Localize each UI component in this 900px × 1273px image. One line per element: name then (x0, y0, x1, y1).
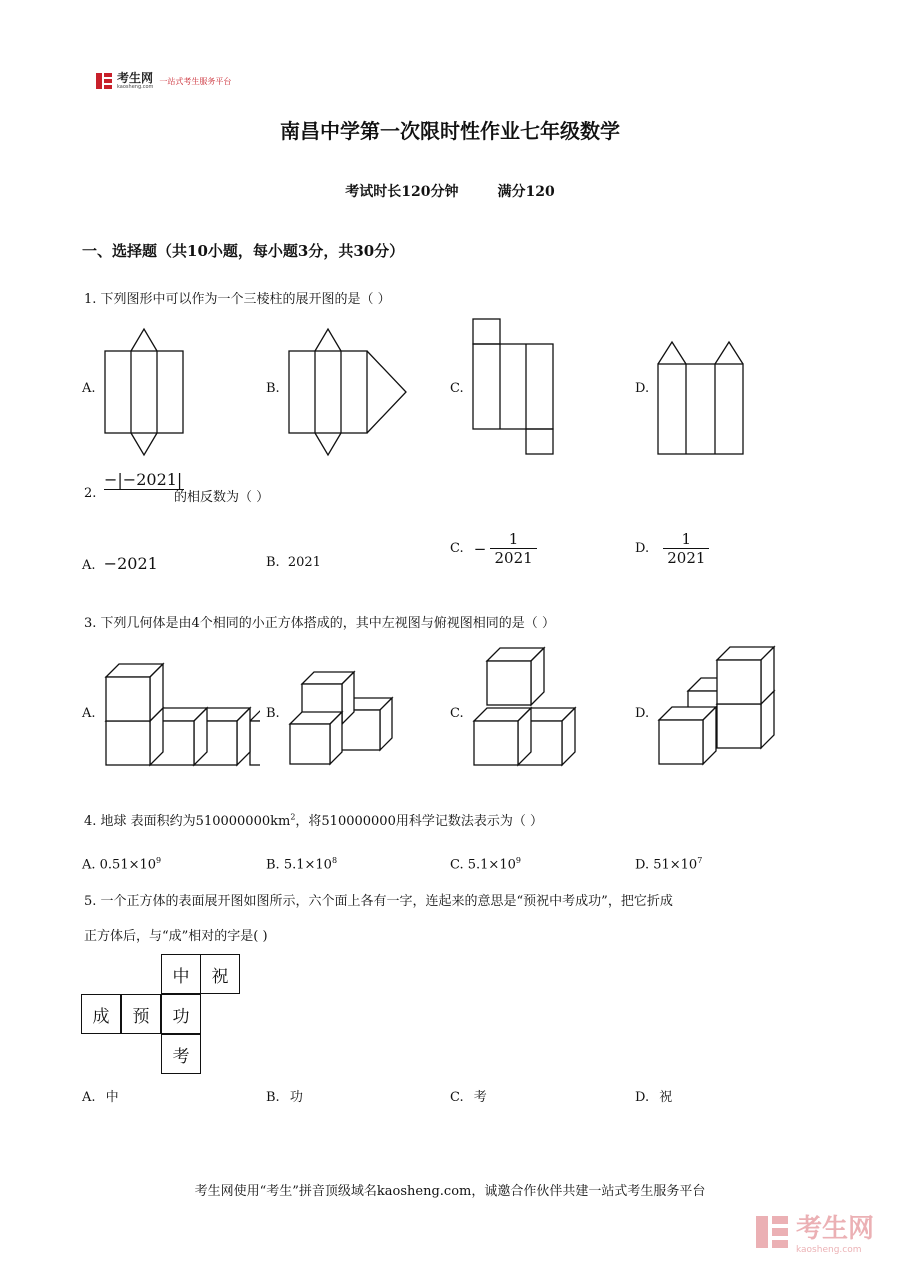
q3-figure-b (285, 652, 400, 770)
q3-option-a-label: A. (82, 706, 96, 721)
q5-option-c (450, 1086, 487, 1105)
watermark-name: 考生网 (795, 1214, 874, 1244)
question-4-stem-pre: 4. 地球 表面积约为510000000km (84, 814, 291, 829)
net-cell-yu: 预 (121, 994, 161, 1034)
logo-slogan: 一站式考生服务平台 (159, 76, 232, 86)
question-5-stem-line1: 5. 一个正方体的表面展开图如图所示，六个面上各有一字，连起来的意思是“预祝中考成功”，把它折成 (84, 894, 673, 909)
q2-option-d (635, 530, 709, 567)
q2-option-c-fraction (490, 530, 536, 567)
q2-option-a-value: −2021 (103, 554, 158, 573)
q1-option-b-label: B. (266, 381, 280, 396)
footer-text: 考生网使用“考生”拼音顶级域名kaosheng.com，诚邀合作伙伴共建一站式考生服务平台 (194, 1184, 706, 1199)
q1-option-a-label: A. (82, 381, 96, 396)
net-cell-gong: 功 (161, 994, 201, 1034)
q4-option-a-text: A. 0.51×10 (82, 857, 157, 873)
question-4-stem (84, 810, 543, 829)
q3-figure-a (100, 655, 260, 770)
q4-option-d-exp: 7 (697, 856, 703, 865)
q5-option-d (635, 1086, 672, 1105)
q4-option-c (450, 856, 521, 872)
question-4-stem-sup: 2 (290, 812, 296, 822)
q3-figure-d (653, 638, 783, 770)
cube (717, 647, 774, 704)
q1-figure-d (654, 338, 748, 458)
q1-figure-c (470, 316, 560, 458)
cube (474, 708, 531, 765)
question-3-stem: 3. 下列几何体是由4个相同的小正方体搭成的，其中左视图与俯视图相同的是（ ） (84, 616, 555, 631)
q5-option-d-label: D. (635, 1090, 650, 1105)
q1-figure-a (100, 325, 190, 460)
q5-option-b (266, 1086, 303, 1105)
q2-option-c-numerator: 1 (508, 530, 519, 548)
question-2-expression: −|−2021| (104, 470, 183, 489)
question-4-stem-post: ，将510000000用科学记数法表示为（ ） (295, 814, 543, 829)
q3-option-c-label: C. (450, 706, 464, 721)
q5-option-b-value: 功 (289, 1090, 303, 1105)
watermark-url: kaosheng.com (795, 1245, 862, 1255)
q4-option-b-text: B. 5.1×10 (266, 857, 332, 873)
net-cell-cheng: 成 (81, 994, 121, 1034)
watermark-logo-icon (754, 1214, 790, 1250)
q2-option-c-sign: − (473, 539, 487, 558)
q2-option-c-denominator: 2021 (490, 548, 536, 567)
q2-option-a-label: A. (82, 558, 96, 573)
q2-option-d-denominator: 2021 (663, 548, 709, 567)
question-1-stem: 1. 下列图形中可以作为一个三棱柱的展开图的是（ ） (84, 292, 391, 307)
q1-option-c-label: C. (450, 381, 464, 396)
q3-option-d-label: D. (635, 706, 650, 721)
q3-figure-c (468, 640, 583, 770)
question-2-number: 2. (84, 486, 97, 501)
header-logo (95, 72, 231, 90)
net-cell-kao: 考 (161, 1034, 201, 1074)
q5-option-a (82, 1086, 119, 1105)
q2-option-d-label: D. (635, 541, 650, 556)
q4-option-c-exp: 9 (515, 856, 521, 865)
q1-figure-b (284, 325, 414, 460)
q3-option-b-label: B. (266, 706, 280, 721)
watermark (754, 1208, 874, 1255)
q5-option-a-value: 中 (105, 1090, 119, 1105)
q5-option-d-value: 祝 (659, 1090, 673, 1105)
q4-option-a (82, 856, 161, 872)
cube (250, 708, 260, 765)
cube (106, 664, 163, 721)
q5-option-c-value: 考 (473, 1090, 487, 1105)
q4-option-b (266, 856, 337, 872)
q2-option-c-label: C. (450, 541, 464, 556)
question-5-stem-line2: 正方体后，与“成”相对的字是( ) (84, 929, 268, 944)
q1-option-d-label: D. (635, 381, 650, 396)
q2-option-b-value: 2021 (287, 555, 321, 570)
kaosheng-logo-icon (95, 72, 113, 90)
q2-option-c (450, 530, 537, 567)
cube (659, 707, 716, 764)
q4-option-a-exp: 9 (156, 856, 162, 865)
q2-option-b (266, 555, 321, 570)
question-2-stem: 的相反数为（ ） (174, 490, 270, 505)
q4-option-b-exp: 8 (331, 856, 338, 865)
q2-option-b-label: B. (266, 555, 280, 570)
q4-option-d (635, 856, 702, 872)
q5-option-b-label: B. (266, 1090, 280, 1105)
q2-option-a (82, 554, 158, 573)
exam-info: 考试时长120分钟 满分120 (345, 184, 555, 200)
q2-option-d-numerator: 1 (681, 530, 692, 548)
q4-option-d-text: D. 51×10 (635, 857, 698, 873)
q5-option-c-label: C. (450, 1090, 464, 1105)
q5-cube-net (81, 954, 243, 1076)
cube (290, 712, 342, 764)
net-cell-zhu: 祝 (200, 954, 240, 994)
q5-option-a-label: A. (82, 1090, 96, 1105)
net-cell-zhong: 中 (161, 954, 201, 994)
logo-name: 考生网 (117, 71, 154, 85)
q4-option-c-text: C. 5.1×10 (450, 857, 516, 873)
cube (487, 648, 544, 705)
page-title: 南昌中学第一次限时性作业七年级数学 (280, 119, 620, 143)
q2-option-d-fraction (663, 530, 709, 567)
logo-url: kaosheng.com (117, 84, 154, 90)
section-heading: 一、选择题（共10小题，每小题3分，共30分） (82, 242, 405, 260)
